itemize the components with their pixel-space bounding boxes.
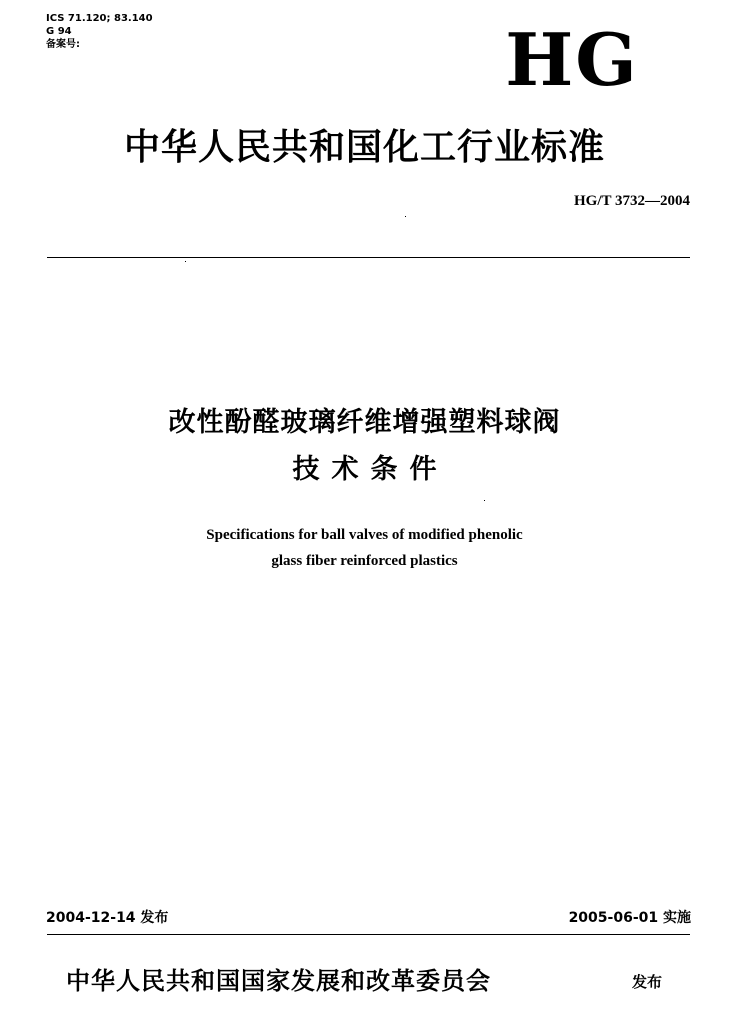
implementation-date: 2005-06-01 实施 xyxy=(568,910,691,926)
title-english-line-2: glass fiber reinforced plastics xyxy=(271,553,458,569)
publish-label: 发布 xyxy=(632,973,663,991)
standard-number: HG/T 3732—2004 xyxy=(574,193,690,209)
scan-speck xyxy=(185,261,186,262)
title-chinese-line-2: 技术条件 xyxy=(292,454,449,485)
top-divider xyxy=(47,257,690,258)
title-chinese-line-1: 改性酚醛玻璃纤维增强塑料球阀 xyxy=(168,407,561,438)
publisher-name: 中华人民共和国国家发展和改革委员会 xyxy=(66,966,491,995)
issue-date: 2004-12-14 发布 xyxy=(46,910,169,926)
filing-number-label: 备案号: xyxy=(46,39,80,50)
hg-logo: HG xyxy=(505,17,639,102)
ics-code: ICS 71.120; 83.140 xyxy=(46,13,153,24)
title-english-line-1: Specifications for ball valves of modified phenolic xyxy=(206,527,523,543)
bottom-divider xyxy=(47,934,690,935)
scan-speck xyxy=(484,500,485,501)
standard-type-heading: 中华人民共和国化工行业标准 xyxy=(123,126,605,168)
scan-speck xyxy=(405,216,406,217)
ccs-code: G 94 xyxy=(46,26,72,37)
